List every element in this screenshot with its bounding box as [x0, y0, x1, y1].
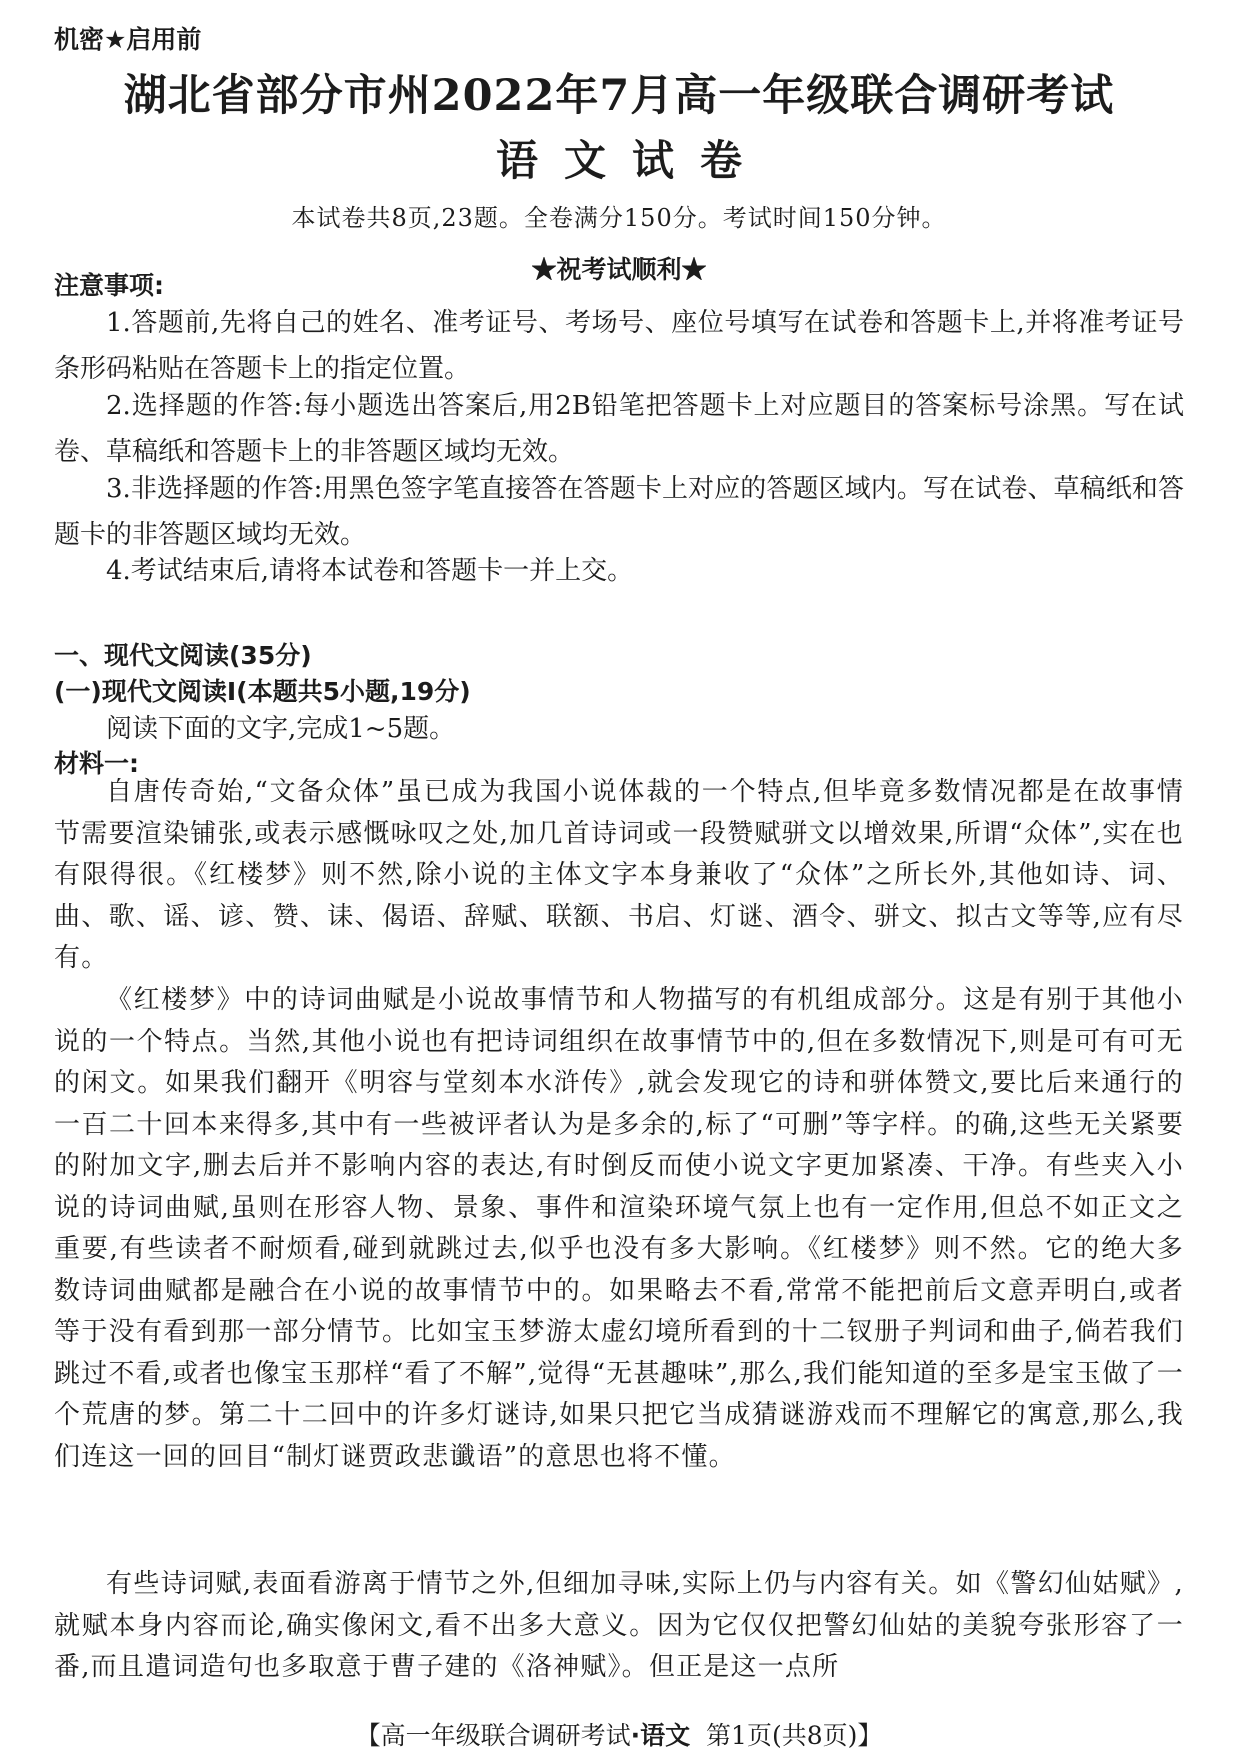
material-label: 材料一:: [54, 749, 139, 778]
exam-info: 本试卷共8页,23题。全卷满分150分。考试时间150分钟。: [291, 204, 947, 232]
reading-instruction: 阅读下面的文字,完成1~5题。: [106, 714, 456, 744]
footer-exam-name: 高一年级联合调研考试: [380, 1721, 631, 1750]
material-paragraph: 有些诗词赋,表面看游离于情节之外,但细加寻味,实际上仍与内容有关。如《警幻仙姑赋》,就赋本身内容而论,确实像闲文,看不出多大意义。因为它仅仅把警幻仙姑的美貌夸张形容了一番,而且遣词造句也多取意于曹子建的《洛神赋》。但正是这一点所: [54, 1569, 1184, 1682]
material-paragraph: 自唐传奇始,“文备众体”虽已成为我国小说体裁的一个特点,但毕竟多数情况都是在故事情节需要渲染铺张,或表示感慨咏叹之处,加几首诗词或一段赞赋骈文以增效果,所谓“众体”,实在也有限得很。《红楼梦》则不然,除小说的主体文字本身兼收了“众体”之所长外,其他如诗、词、曲、歌、谣、谚、赞、诔、偈语、辞赋、联额、书启、灯谜、酒令、骈文、拟古文等等,应有尽有。: [54, 777, 1184, 973]
subject-title: 语文试卷: [495, 136, 768, 185]
section-heading: 一、现代文阅读(35分): [54, 641, 312, 670]
confidential-label: 机密★启用前: [54, 25, 202, 54]
footer-bracket-right: 】: [857, 1721, 883, 1750]
footer-subject: 语文: [640, 1721, 691, 1750]
footer-page-info: 第1页(共8页): [706, 1721, 858, 1750]
page-footer: [0, 1716, 1238, 1752]
footer-bracket-left: 【: [355, 1721, 381, 1750]
notice-item: 4.考试结束后,请将本试卷和答题卡一并上交。: [106, 556, 634, 586]
good-luck-banner: ★祝考试顺利★: [531, 255, 707, 284]
notice-heading: 注意事项:: [54, 271, 164, 300]
footer-separator: ·: [630, 1721, 641, 1750]
material-paragraph: 《红楼梦》中的诗词曲赋是小说故事情节和人物描写的有机组成部分。这是有别于其他小说的一个特点。当然,其他小说也有把诗词组织在故事情节中的,但在多数情况下,则是可有可无的闲文。如果我们翻开《明容与堂刻本水浒传》,就会发现它的诗和骈体赞文,要比后来通行的一百二十回本来得多,其中有一些被评者认为是多余的,标了“可删”等字样。的确,这些无关紧要的附加文字,删去后并不影响内容的表达,有时倒反而使小说文字更加紧凑、干净。有些夹入小说的诗词曲赋,虽则在形容人物、景象、事件和渲染环境气氛上也有一定作用,但总不如正文之重要,有些读者不耐烦看,碰到就跳过去,似乎也没有多大影响。《红楼梦》则不然。它的绝大多数诗词曲赋都是融合在小说的故事情节中的。如果略去不看,常常不能把前后文意弄明白,或者等于没有看到那一部分情节。比如宝玉梦游太虚幻境所看到的十二钗册子判词和曲子,倘若我们跳过不看,或者也像宝玉那样“看了不解”,觉得“无甚趣味”,那么,我们能知道的至多是宝玉做了一个荒唐的梦。第二十二回中的许多灯谜诗,如果只把它当成猜谜游戏而不理解它的寓意,那么,我们连这一回的回目“制灯谜贾政悲谶语”的意思也将不懂。: [54, 985, 1184, 1472]
notice-item: 2.选择题的作答:每小题选出答案后,用2B铅笔把答题卡上对应题目的答案标号涂黑。写在试卷、草稿纸和答题卡上的非答题区域均无效。: [54, 391, 1184, 467]
section-subheading: (一)现代文阅读Ⅰ(本题共5小题,19分): [54, 677, 471, 706]
notice-item: 1.答题前,先将自己的姓名、准考证号、考场号、座位号填写在试卷和答题卡上,并将准考证号条形码粘贴在答题卡上的指定位置。: [54, 308, 1184, 384]
exam-title: 湖北省部分市州2022年7月高一年级联合调研考试: [123, 71, 1115, 121]
notice-item: 3.非选择题的作答:用黑色签字笔直接答在答题卡上对应的答题区域内。写在试卷、草稿纸和答题卡的非答题区域均无效。: [54, 474, 1184, 550]
